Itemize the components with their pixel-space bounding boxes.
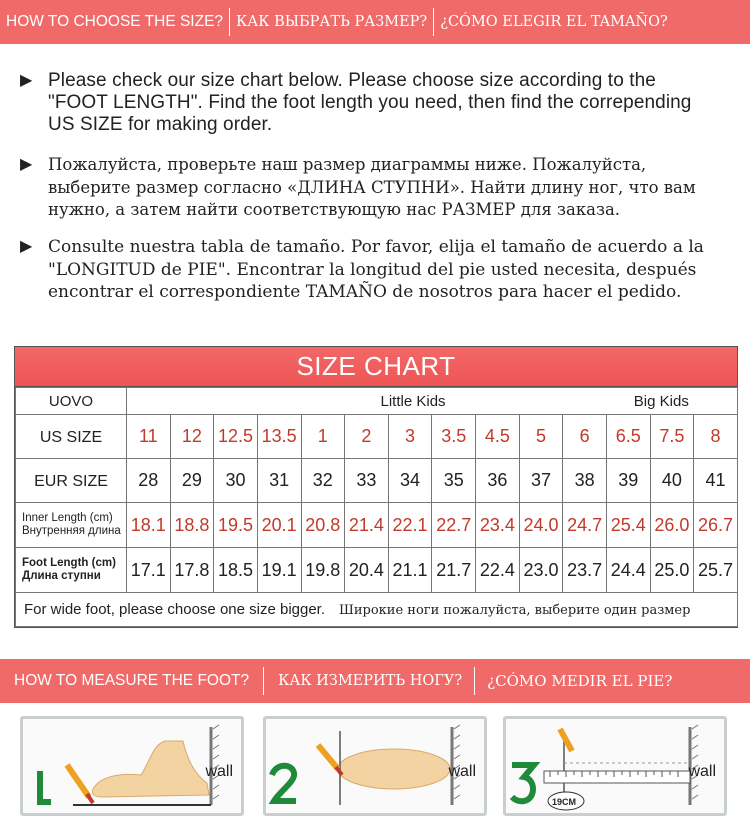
foot-length-cell: 18.5 [214, 548, 258, 593]
inner-length-cell: 20.8 [301, 503, 345, 548]
inner-length-cell: 24.7 [563, 503, 607, 548]
instruction-en [20, 70, 720, 136]
eur-size-cell: 37 [519, 459, 563, 503]
group-little-kids: Little Kids [127, 388, 476, 415]
eur-size-cell: 40 [650, 459, 694, 503]
inner-length-cell: 22.7 [432, 503, 476, 548]
foot-length-cell: 19.1 [257, 548, 301, 593]
bullet-arrow-icon: ▶ [20, 72, 33, 89]
inner-length-cell: 21.4 [345, 503, 389, 548]
group-big-kids: Big Kids [476, 388, 738, 415]
banner-title-es: ¿CÓMO ELEGIR EL TAMAÑO? [440, 14, 668, 30]
inner-length-cell: 26.0 [650, 503, 694, 548]
eur-size-cell: 29 [170, 459, 214, 503]
us-size-label: US SIZE [16, 415, 127, 459]
foot-length-cell: 17.8 [170, 548, 214, 593]
instruction-text-ru: Пожалуйста, проверьте наш размер диаграммы ниже. Пожалуйста, выберите размер согласно «ДЛИНА СТУПНИ». Найти длину ног, что вам нужно, а затем найти соответствующую нас РАЗМЕР для заказа. [48, 155, 696, 219]
measure-title-ru: КАК ИЗМЕРИТЬ НОГУ? [278, 673, 463, 689]
us-size-cell: 7.5 [650, 415, 694, 459]
eur-size-cell: 32 [301, 459, 345, 503]
instruction-ru [20, 154, 720, 222]
foot-icon [338, 749, 450, 789]
foot-length-cell: 17.1 [127, 548, 171, 593]
step-number-1-icon [37, 771, 51, 805]
inner-length-label: Inner Length (cm) Внутренняя длина [16, 503, 127, 548]
step-number-2-icon [272, 766, 296, 801]
foot-length-cell: 21.1 [388, 548, 432, 593]
size-chart-title: SIZE CHART [15, 347, 737, 387]
wall-label: wall [205, 763, 233, 780]
us-size-cell: 1 [301, 415, 345, 459]
size-table [15, 387, 738, 627]
banner-divider [474, 667, 475, 695]
measure-value: 19CM [552, 797, 577, 807]
foot-length-cell: 23.0 [519, 548, 563, 593]
size-chart [14, 346, 738, 628]
instruction-text-es: Consulte nuestra tabla de tamaño. Por favor, elija el tamaño de acuerdo a la "LONGITUD de PIE". Encontrar la longitud del pie usted necesita, después encontrar el correspondiente TAMAÑO de nosotros para hacer el pedido. [48, 237, 704, 302]
bullet-arrow-icon: ▶ [20, 156, 33, 173]
banner-divider [433, 8, 434, 36]
us-size-cell: 11 [127, 415, 171, 459]
pencil-icon [560, 729, 572, 751]
wide-foot-note: For wide foot, please choose one size bigger. Широкие ноги пожалуйста, выберите один размер [16, 593, 738, 627]
inner-length-cell: 25.4 [606, 503, 650, 548]
inner-length-cell: 19.5 [214, 503, 258, 548]
us-size-cell: 2 [345, 415, 389, 459]
us-size-row [16, 415, 738, 459]
brand-cell: UOVO [16, 388, 127, 415]
banner-divider [229, 8, 230, 36]
inner-length-cell: 20.1 [257, 503, 301, 548]
inner-length-cell: 22.1 [388, 503, 432, 548]
instruction-text-en: Please check our size chart below. Please choose size according to the "FOOT LENGTH". Find the foot length you need, then find the correpending US SIZE for making order. [48, 70, 692, 135]
inner-length-cell: 26.7 [694, 503, 738, 548]
inner-length-cell: 24.0 [519, 503, 563, 548]
eur-size-cell: 36 [476, 459, 520, 503]
eur-size-cell: 41 [694, 459, 738, 503]
foot-icon [92, 741, 209, 797]
banner-title-en: HOW TO CHOOSE THE SIZE? [6, 13, 224, 30]
wall-label: wall [688, 763, 716, 780]
top-banner [0, 0, 750, 44]
us-size-cell: 12 [170, 415, 214, 459]
foot-length-cell: 25.0 [650, 548, 694, 593]
banner-divider [263, 667, 264, 695]
instruction-es [20, 236, 720, 304]
foot-length-cell: 20.4 [345, 548, 389, 593]
eur-size-cell: 33 [345, 459, 389, 503]
foot-length-row [16, 548, 738, 593]
us-size-cell: 3 [388, 415, 432, 459]
inner-length-cell: 18.8 [170, 503, 214, 548]
inner-length-cell: 18.1 [127, 503, 171, 548]
measure-title-en: HOW TO MEASURE THE FOOT? [14, 672, 250, 689]
eur-size-cell: 30 [214, 459, 258, 503]
us-size-cell: 6 [563, 415, 607, 459]
banner-title-ru: КАК ВЫБРАТЬ РАЗМЕР? [236, 14, 428, 30]
eur-size-cell: 35 [432, 459, 476, 503]
eur-size-row [16, 459, 738, 503]
inner-length-cell: 23.4 [476, 503, 520, 548]
measure-banner [0, 659, 750, 703]
us-size-cell: 5 [519, 415, 563, 459]
us-size-cell: 13.5 [257, 415, 301, 459]
inner-length-row [16, 503, 738, 548]
measure-step-1 [20, 716, 244, 816]
table-header-row [16, 388, 738, 415]
wall-label: wall [448, 763, 476, 780]
us-size-cell: 8 [694, 415, 738, 459]
foot-length-cell: 23.7 [563, 548, 607, 593]
bullet-arrow-icon: ▶ [20, 238, 33, 255]
note-row [16, 593, 738, 627]
foot-length-cell: 24.4 [606, 548, 650, 593]
eur-size-label: EUR SIZE [16, 459, 127, 503]
foot-length-cell: 21.7 [432, 548, 476, 593]
us-size-cell: 12.5 [214, 415, 258, 459]
us-size-cell: 6.5 [606, 415, 650, 459]
measure-step-2 [263, 716, 487, 816]
measure-step-3 [503, 716, 727, 816]
measure-title-es: ¿CÓMO MEDIR EL PIE? [487, 672, 673, 690]
eur-size-cell: 39 [606, 459, 650, 503]
foot-length-cell: 22.4 [476, 548, 520, 593]
step-number-3-icon [512, 765, 534, 801]
us-size-cell: 4.5 [476, 415, 520, 459]
foot-length-cell: 25.7 [694, 548, 738, 593]
eur-size-cell: 38 [563, 459, 607, 503]
foot-length-cell: 19.8 [301, 548, 345, 593]
pencil-icon [318, 745, 338, 769]
eur-size-cell: 34 [388, 459, 432, 503]
foot-length-label: Foot Length (cm) Длина ступни [16, 548, 127, 593]
pencil-icon [67, 765, 89, 797]
eur-size-cell: 31 [257, 459, 301, 503]
us-size-cell: 3.5 [432, 415, 476, 459]
eur-size-cell: 28 [127, 459, 171, 503]
